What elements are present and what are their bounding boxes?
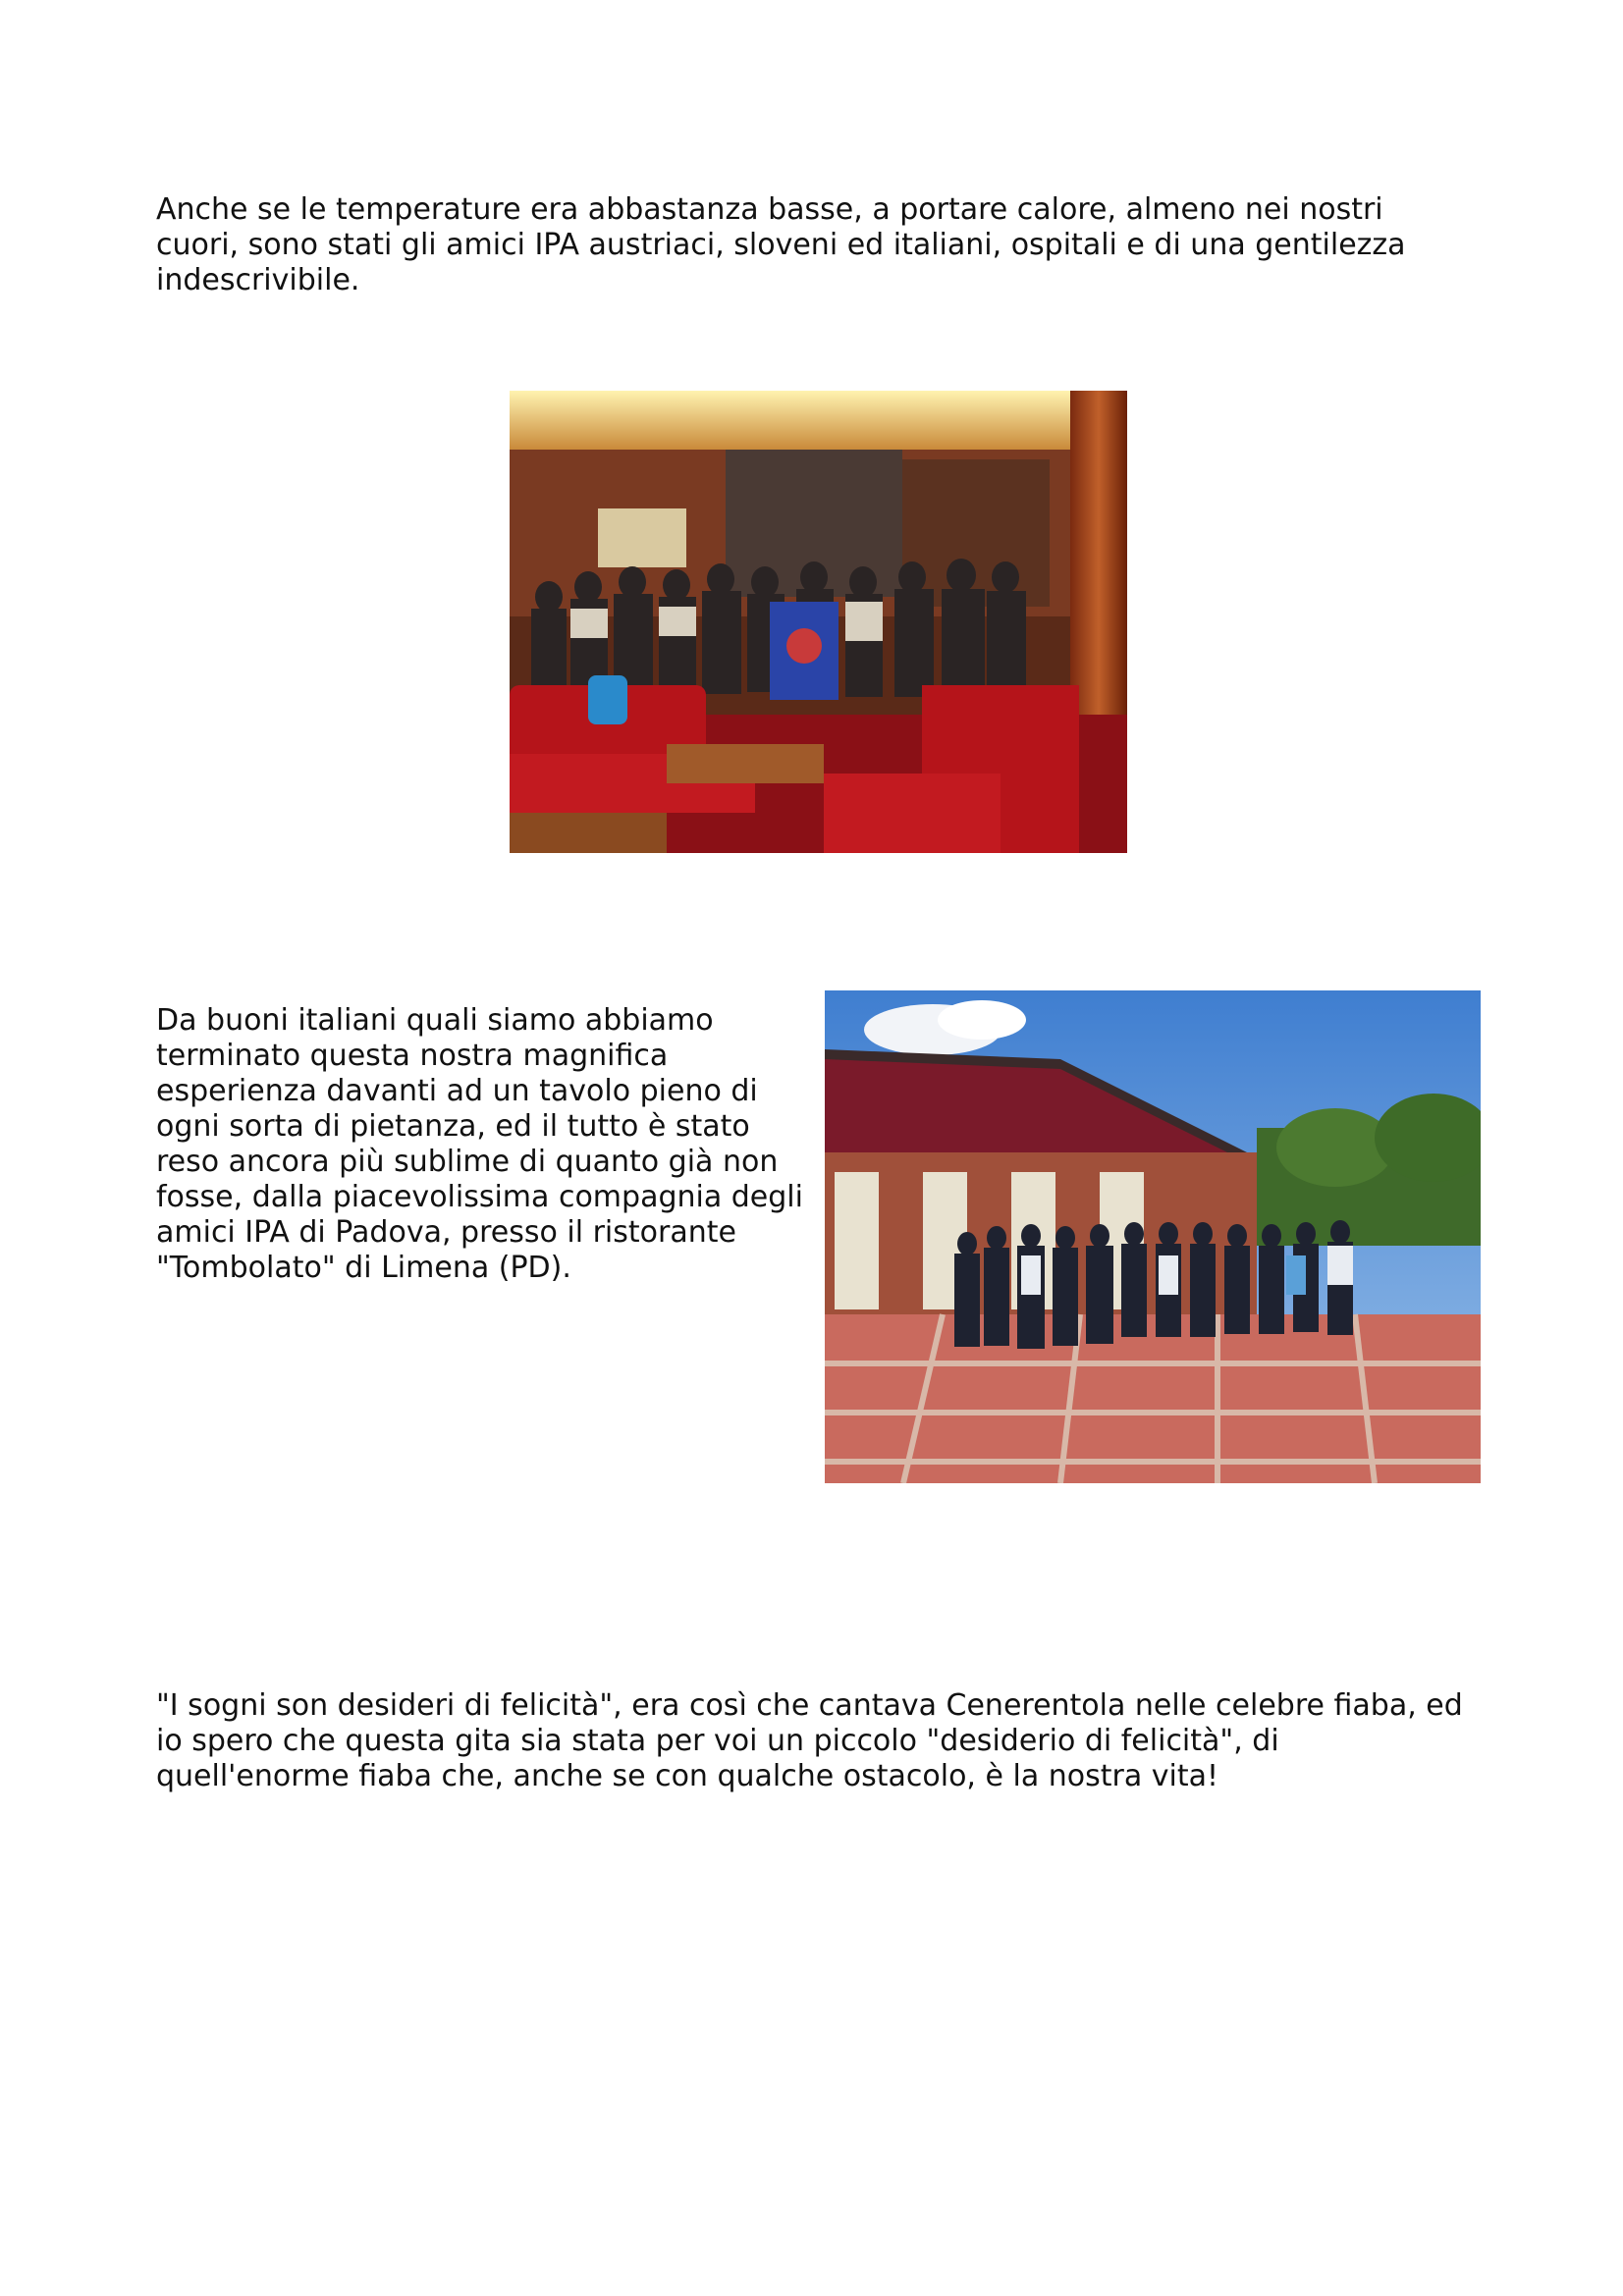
paragraph-restaurant: Da buoni italiani quali siamo abbiamo terminato questa nostra magnifica esperienza davanti ad un tavolo pieno di ogni sorta di pietanza, ed il tutto è stato reso ancora più sublime di quanto già non fosse, dalla piacevolissima compagnia degli amici IPA di Padova, presso il ristorante "Tombolato" di Limena (PD). xyxy=(156,1003,803,1285)
paragraph-warmth: Anche se le temperature era abbastanza basse, a portare calore, almeno nei nostri cuori, sono stati gli amici IPA austriaci, sloveni ed italiani, ospitali e di una gentilezza indescrivibile. xyxy=(156,192,1406,297)
group-photo-restaurant-tombolato xyxy=(825,990,1481,1483)
hotel-lounge-illustration xyxy=(510,391,1127,853)
restaurant-illustration xyxy=(825,990,1481,1483)
group-photo-hotel-lounge xyxy=(510,391,1127,853)
paragraph-closing-quote: "I sogni son desideri di felicità", era così che cantava Cenerentola nelle celebre fiaba, ed io spero che questa gita sia stata per voi un piccolo "desiderio di felicità", di quell'enorme fiaba che, anche se con qualche ostacolo, è la nostra vita! xyxy=(156,1688,1463,1793)
